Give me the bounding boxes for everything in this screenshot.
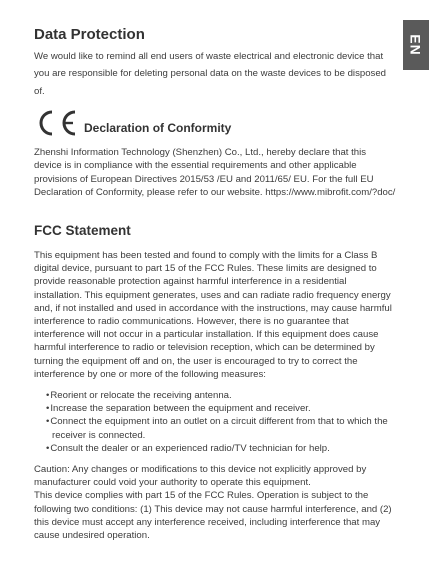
list-item: • Increase the separation between the equipment and receiver. xyxy=(36,402,396,415)
conformity-title: Declaration of Conformity xyxy=(84,121,232,136)
data-protection-body: We would like to remind all end users of waste electrical and electronic device that you are responsible for deleting personal data on the waste devices to be disposed of. xyxy=(34,51,386,97)
ce-mark-icon xyxy=(34,109,82,137)
fcc-part15-statement: This device complies with part 15 of the FCC Rules. Operation is subject to the following two conditions: (1) This device may not cause harmful interference, and (2) this device must accept any interference received, including interference that may cause undesired operation. xyxy=(34,490,392,542)
fcc-caution: Caution: Any changes or modifications to this device not explicitly approved by manufacturer could void your authority to operate this equipment. xyxy=(34,464,367,489)
page-content xyxy=(34,26,396,542)
list-item: • Connect the equipment into an outlet on a circuit different from that to which the receiver is connected. xyxy=(36,415,396,441)
language-tab-label: EN xyxy=(407,34,424,56)
data-protection-title: Data Protection xyxy=(34,26,145,43)
conformity-body: Zhenshi Information Technology (Shenzhen) Co., Ltd., hereby declare that this device is in compliance with the essential requirements and other applicable provisions of European Directives 2015/53 /EU and 2011/65/ EU. For the full EU Declaration of Conformity, please refer to our website. https://www.mibrofit.com/?doc/ xyxy=(34,147,396,198)
language-tab xyxy=(403,20,429,70)
list-item: • Consult the dealer or an experienced radio/TV technician for help. xyxy=(36,442,396,455)
fcc-measures-list xyxy=(34,389,396,455)
ce-declaration-header xyxy=(34,109,396,137)
fcc-title: FCC Statement xyxy=(34,223,131,239)
fcc-paragraph: This equipment has been tested and found to comply with the limits for a Class B digital device, pursuant to part 15 of the FCC Rules. These limits are designed to provide reasonable protection against harmful interference in a residential installation. This equipment generates, uses and can radiate radio frequency energy and, if not installed and used in accordance with the instructions, may cause harmful interference to radio communications. However, there is no guarantee that interference will not occur in a particular installation. If this equipment does cause harmful interference to radio or television reception, which can be determined by turning the equipment off and on, the user is encouraged to try to correct the interference by one or more of the following measures: xyxy=(34,250,392,380)
list-item: • Reorient or relocate the receiving antenna. xyxy=(36,389,396,402)
